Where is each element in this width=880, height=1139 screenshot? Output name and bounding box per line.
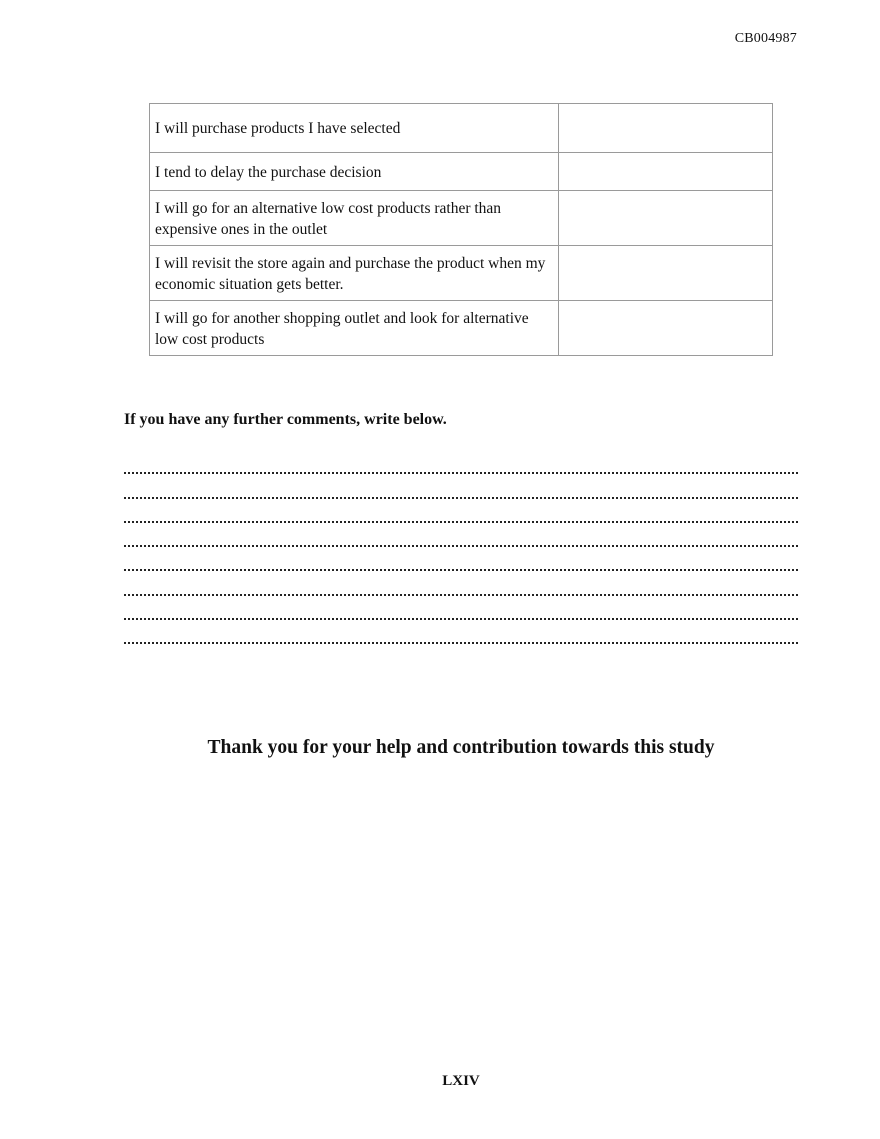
table-row — [150, 301, 773, 356]
statement-cell: I will go for an alternative low cost products rather than expensive ones in the outlet — [150, 191, 559, 246]
comment-line[interactable] — [124, 450, 798, 474]
comment-line[interactable] — [124, 523, 798, 547]
answer-cell[interactable] — [558, 104, 772, 153]
statement-cell: I tend to delay the purchase decision — [150, 153, 559, 191]
answer-cell[interactable] — [558, 246, 772, 301]
page-number: LXIV — [442, 1073, 480, 1089]
statement-cell: I will purchase products I have selected — [150, 104, 559, 153]
comment-line[interactable] — [124, 499, 798, 523]
answer-cell[interactable] — [558, 153, 772, 191]
comment-line[interactable] — [124, 620, 798, 644]
comment-lines[interactable] — [124, 450, 798, 644]
document-id: CB004987 — [734, 31, 797, 46]
statement-cell: I will revisit the store again and purchase the product when my economic situation gets better. — [150, 246, 559, 301]
table-row — [150, 153, 773, 191]
table-row — [150, 191, 773, 246]
comment-line[interactable] — [124, 596, 798, 620]
comment-line[interactable] — [124, 474, 798, 498]
thank-you-message: Thank you for your help and contribution towards this study — [207, 737, 715, 758]
answer-cell[interactable] — [558, 191, 772, 246]
table-row — [150, 104, 773, 153]
table-row — [150, 246, 773, 301]
comments-heading: If you have any further comments, write below. — [124, 411, 447, 428]
comment-line[interactable] — [124, 547, 798, 571]
answer-cell[interactable] — [558, 301, 772, 356]
survey-table — [149, 103, 773, 356]
statement-cell: I will go for another shopping outlet and look for alternative low cost products — [150, 301, 559, 356]
comment-line[interactable] — [124, 571, 798, 595]
